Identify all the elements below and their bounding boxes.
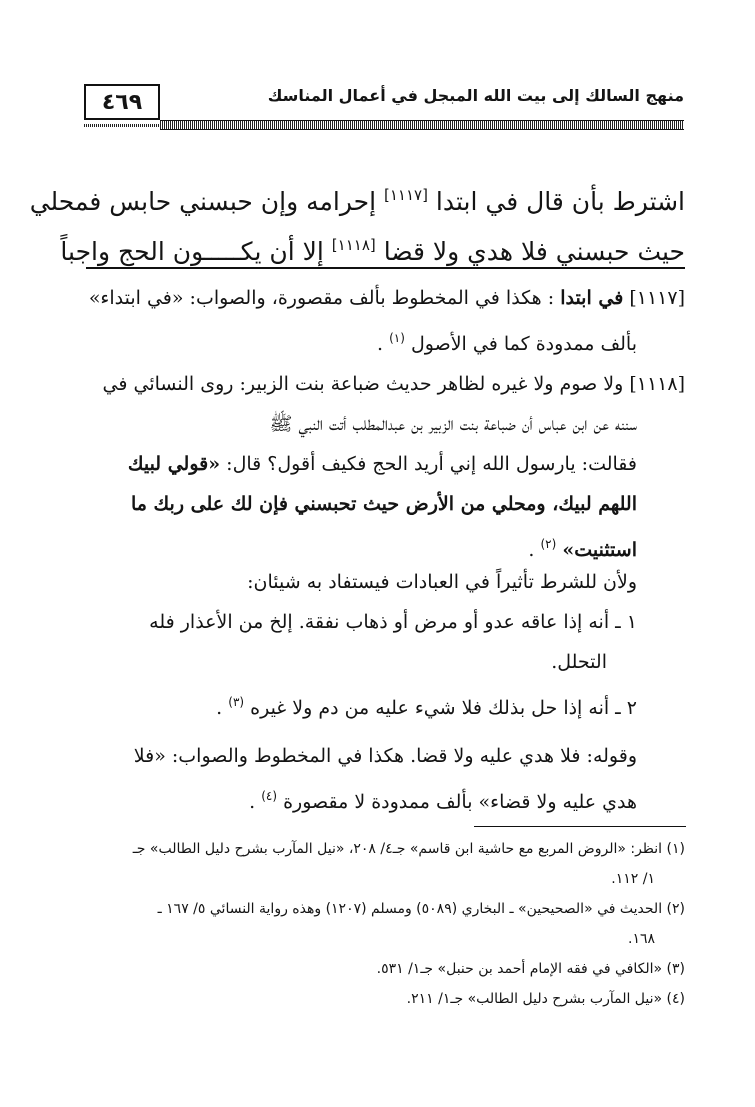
- header-rule-left: [84, 124, 160, 127]
- main-line-2: حيث حبسني فلا هدي ولا قضا [١١١٨] إلا أن يكـــــون الحج واجباً: [60, 236, 685, 266]
- header-rule: [160, 120, 684, 130]
- main-line-1: اشترط بأن قال في ابتدا [١١١٧] إحرامه وإن حبسني حابس فمحلي: [29, 186, 685, 216]
- page-number-box: [84, 84, 160, 120]
- footnote-mark-3: (٣): [228, 695, 245, 709]
- running-title: منهج السالك إلى بيت الله المبجل في أعمال المناسك: [267, 86, 684, 105]
- footnote-3: (٣) «الكافي في فقه الإمام أحمد بن حنبل» جـ١/ ٥٣١.: [376, 961, 685, 977]
- footnote-4: (٤) «نيل المآرب بشرح دليل الطالب» جـ١/ ٢١١.: [406, 991, 685, 1007]
- footnote-2: (٢) الحديث في «الصحيحين» ـ البخاري (٥٠٨٩) ومسلم (١٢٠٧) وهذه رواية النسائي ٥/ ١٦٧ ـ: [157, 901, 685, 917]
- benefits-section: ولأن للشرط تأثيراً في العبادات فيستفاد به شيئان: ١ ـ أنه إذا عاقه عدو أو مرض أو ذهاب نفقة. إلخ من الأعذار فله التحلل. ٢ ـ أنه إذا حل بذلك فلا شيء عليه من دم ولا غيره $^{(٣)}$ .: [149, 571, 637, 719]
- footnote-mark-1: (١): [389, 331, 405, 345]
- page-number: ٤٦٩: [101, 89, 143, 115]
- ref-1118: [١١١٨]: [331, 236, 376, 254]
- main-text: [29, 170, 685, 270]
- commentary-1118: [١١١٨] ولا صوم ولا غيره لظاهر حديث ضباعة بنت الزبير: روى النسائي في سننه عن ابن عباس أن ضباعة بنت الزبير بن عبدالمطلب أتت النبي ﷺ فقالت: يارسول الله إني أريد الحج فكيف أقول؟ قال: «قولي لبيك اللهم لبيك، ومحلي من الأرض حيث تحبسني فإن لك على ربك ما استثنيت» $^{(٢)}$ .: [102, 373, 685, 561]
- footnote-mark-2: (٢): [540, 537, 557, 551]
- qawluh-section: وقوله: فلا هدي عليه ولا قضا. هكذا في المخطوط والصواب: «فلا هدي عليه ولا قضاء» بألف ممدودة لا مقصورة $^{(٤)}$ .: [133, 745, 637, 813]
- footnote-divider: [474, 826, 686, 827]
- commentary-1117: [١١١٧] في ابتدا : هكذا في المخطوط بألف مقصورة، والصواب: «في ابتداء» بألف ممدودة كما في الأصول $^{(١)}$ .: [88, 287, 685, 355]
- footnote-mark-4: (٤): [261, 789, 278, 803]
- main-text-divider: [86, 267, 685, 269]
- ref-1117: [١١١٧]: [383, 186, 428, 204]
- footnote-1: (١) انظر: «الروض المربع مع حاشية ابن قاسم» جـ٤/ ٢٠٨، «نيل المآرب بشرح دليل الطالب» جـ: [132, 841, 685, 857]
- page-header: [84, 84, 684, 134]
- footnotes: (١) انظر: «الروض المربع مع حاشية ابن قاسم» جـ٤/ ٢٠٨، «نيل المآرب بشرح دليل الطالب» جـ ١/ ١١٢. (٢) الحديث في «الصحيحين» ـ البخاري (٥٠٨٩) ومسلم (١٢٠٧) وهذه رواية النسائي ٥/ ١٦٧ ـ ١٦٨. (٣) «الكافي في فقه الإمام أحمد بن حنبل» جـ١/ ٥٣١. (٤) «نيل المآرب بشرح دليل الطالب» جـ١/ ٢١١.: [70, 834, 685, 1014]
